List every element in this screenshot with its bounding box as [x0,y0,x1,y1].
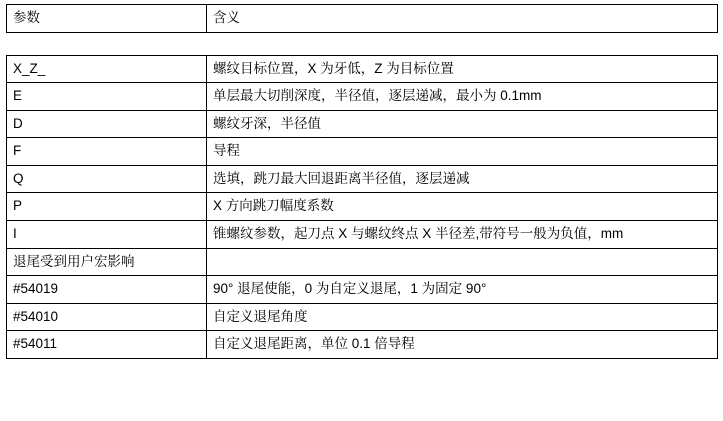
table-row [7,303,718,331]
column-header-meaning: 含义 [207,5,718,33]
table-row [7,220,718,248]
param-cell: D [7,110,207,138]
param-cell: I [7,220,207,248]
param-cell: E [7,83,207,111]
param-cell: 退尾受到用户宏影响 [7,248,207,276]
table-header-row [7,5,718,33]
meaning-cell [207,248,718,276]
meaning-cell: 锥螺纹参数，起刀点 X 与螺纹终点 X 半径差,带符号一般为负值，mm [207,220,718,248]
table-row [7,276,718,304]
parameter-header-table [6,4,718,33]
param-cell: Q [7,165,207,193]
parameter-body-table [6,55,718,359]
table-row [7,110,718,138]
table-row [7,165,718,193]
column-header-param: 参数 [7,5,207,33]
meaning-cell: 导程 [207,138,718,166]
param-cell: F [7,138,207,166]
meaning-cell: 螺纹牙深，半径值 [207,110,718,138]
table-row [7,248,718,276]
body-table-body [7,55,718,358]
meaning-cell: 自定义退尾角度 [207,303,718,331]
table-row [7,83,718,111]
meaning-cell: 90° 退尾使能，0 为自定义退尾，1 为固定 90° [207,276,718,304]
table-row [7,193,718,221]
table-row [7,138,718,166]
meaning-cell: 螺纹目标位置，X 为牙低，Z 为目标位置 [207,55,718,83]
header-table-body [7,5,718,33]
param-cell: #54010 [7,303,207,331]
param-cell: #54019 [7,276,207,304]
meaning-cell: 单层最大切削深度，半径值，逐层递减，最小为 0.1mm [207,83,718,111]
meaning-cell: 选填，跳刀最大回退距离半径值，逐层递减 [207,165,718,193]
param-cell: #54011 [7,331,207,359]
param-cell: P [7,193,207,221]
meaning-cell: 自定义退尾距离，单位 0.1 倍导程 [207,331,718,359]
table-spacer [6,33,717,55]
meaning-cell: X 方向跳刀幅度系数 [207,193,718,221]
param-cell: X_Z_ [7,55,207,83]
table-row [7,331,718,359]
table-row [7,55,718,83]
